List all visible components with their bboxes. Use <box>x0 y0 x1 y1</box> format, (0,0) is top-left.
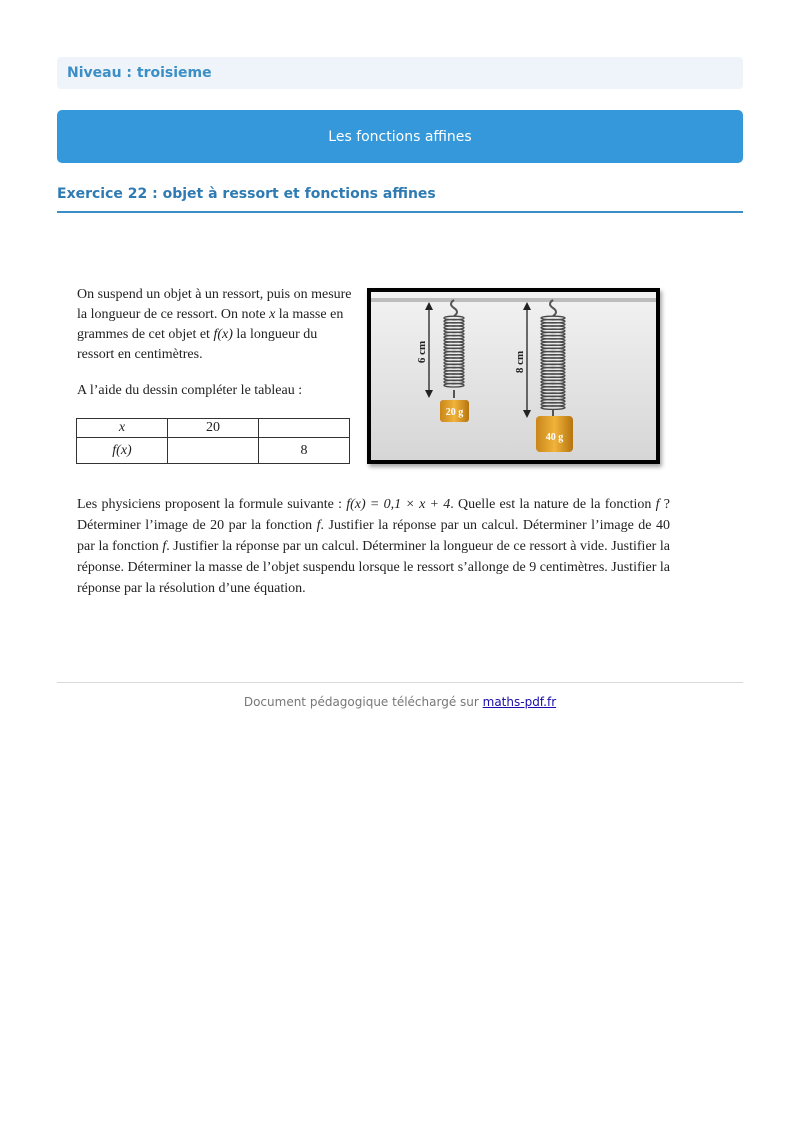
intro-text-1: On suspend un objet à un ressort, puis on mesure la longueur de ce ressort. On note <box>77 287 352 322</box>
chapter-banner: Les fonctions affines <box>57 110 743 163</box>
footer-link[interactable]: maths-pdf.fr <box>482 695 557 709</box>
spring-illustration <box>371 292 656 460</box>
values-table <box>76 418 350 464</box>
var-fx: f(x) <box>213 327 233 342</box>
exercise-intro <box>77 285 355 365</box>
var-x: x <box>269 307 276 322</box>
table-cell <box>259 419 350 438</box>
exercise-questions <box>77 494 670 599</box>
table-row <box>77 438 350 464</box>
table-cell: 20 <box>168 419 259 438</box>
spring-photo <box>367 288 660 464</box>
table-cell: 8 <box>259 438 350 464</box>
function-name: f <box>162 539 167 554</box>
length-label-2: 8 cm <box>514 350 526 374</box>
question-text-3: ? Déterminer l’image de 20 par la fonction <box>77 497 671 533</box>
function-name: f <box>655 497 660 512</box>
intro-text-2: la masse en grammes de cet objet et <box>77 307 344 342</box>
footer <box>0 695 800 709</box>
level-label: Niveau : troisieme <box>57 57 743 89</box>
table-cell-fx-label: f(x) <box>77 438 168 464</box>
mass-label-1: 20 g <box>445 407 464 418</box>
question-text-4: . Justifier la réponse par un calcul. Déterminer l’image de 40 par la fonction <box>77 518 670 554</box>
formula: f(x) = 0,1 × x + 4 <box>346 497 451 512</box>
function-name: f <box>316 518 321 533</box>
question-text-5: . Justifier la réponse par un calcul. Déterminer la longueur de ce ressort à vide. Justifier la réponse. Déterminer la masse de l’objet suspendu lorsque le ressort s’allonge de 9 centimètres. Justifier la réponse par la résolution d’une équation. <box>77 539 670 596</box>
question-text-1: Les physiciens proposent la formule suivante : <box>77 497 347 512</box>
footer-divider <box>57 682 743 683</box>
table-cell-x-label: x <box>77 419 168 438</box>
question-text-2: . Quelle est la nature de la fonction <box>450 497 656 512</box>
exercise-title: Exercice 22 : objet à ressort et fonctions affines <box>57 186 743 213</box>
length-label-1: 6 cm <box>416 340 428 364</box>
footer-text: Document pédagogique téléchargé sur <box>243 695 483 709</box>
table-row <box>77 419 350 438</box>
mass-label-2: 40 g <box>545 432 564 443</box>
table-instruction: A l’aide du dessin compléter le tableau : <box>77 383 303 398</box>
table-cell <box>168 438 259 464</box>
support-bar <box>371 298 656 302</box>
intro-text-3: la longueur du ressort en centimètres. <box>77 327 318 362</box>
